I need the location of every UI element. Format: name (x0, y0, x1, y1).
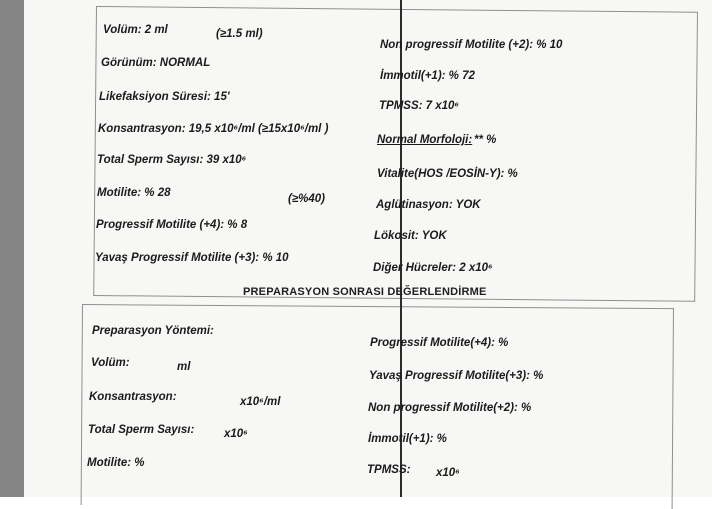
prep-non-progressive-motility-field: Non progressif Motilite(+2): % (368, 402, 532, 414)
motility-reference: (≥%40) (288, 193, 325, 205)
vitality-field: Vitalite(HOS /EOSİN-Y): % (377, 168, 518, 180)
volume-field: Volüm: 2 ml (103, 24, 168, 36)
progressive-motility-field: Progressif Motilite (+4): % 8 (96, 219, 248, 231)
slow-progressive-motility-field: Yavaş Progressif Motilite (+3): % 10 (95, 252, 289, 264)
prep-progressive-motility-field: Progressif Motilite(+4): % (370, 337, 509, 349)
concentration-field: Konsantrasyon: 19,5 x10⁶/ml (≥15x10⁶/ml ) (98, 123, 329, 135)
normal-morphology-value: ** % (474, 134, 497, 146)
other-cells-field: Diğer Hücreler: 2 x10⁶ (373, 262, 493, 274)
prep-volume-field: Volüm: (91, 357, 130, 369)
normal-morphology-label: Normal Morfoloji: (377, 134, 473, 146)
document-page (24, 0, 712, 497)
prep-volume-unit: ml (177, 361, 191, 373)
appearance-field: Görünüm: NORMAL (101, 57, 211, 69)
prep-motility-field: Motilite: % (87, 457, 145, 469)
liquefaction-field: Likefaksiyon Süresi: 15' (99, 91, 230, 103)
tpmss-field: TPMSS: 7 x10⁶ (379, 100, 460, 112)
prep-immotile-field: İmmotil(+1): % (368, 433, 447, 445)
prep-slow-progressive-motility-field: Yavaş Progressif Motilite(+3): % (369, 370, 544, 382)
section-heading: PREPARASYON SONRASI DEĞERLENDİRME (243, 286, 487, 298)
prep-concentration-field: Konsantrasyon: (89, 391, 177, 403)
prep-method-field: Preparasyon Yöntemi: (92, 325, 214, 337)
prep-concentration-unit: x10⁶/ml (240, 396, 281, 408)
immotile-field: İmmotil(+1): % 72 (380, 70, 475, 82)
volume-reference: (≥1.5 ml) (216, 28, 263, 40)
prep-total-sperm-unit: x10⁶ (224, 428, 248, 440)
agglutination-field: Aglütinasyon: YOK (376, 199, 481, 211)
prep-total-sperm-field: Total Sperm Sayısı: (88, 424, 195, 436)
leukocyte-field: Lökosit: YOK (374, 230, 447, 242)
prep-tpmss-unit: x10⁶ (436, 467, 460, 479)
total-sperm-field: Total Sperm Sayısı: 39 x10⁶ (97, 154, 247, 166)
non-progressive-motility-field: Non progressif Motilite (+2): % 10 (380, 39, 563, 51)
prep-tpmss-field: TPMSS: (367, 464, 411, 476)
motility-field: Motilite: % 28 (97, 187, 171, 199)
viewer-sidebar (0, 0, 24, 497)
